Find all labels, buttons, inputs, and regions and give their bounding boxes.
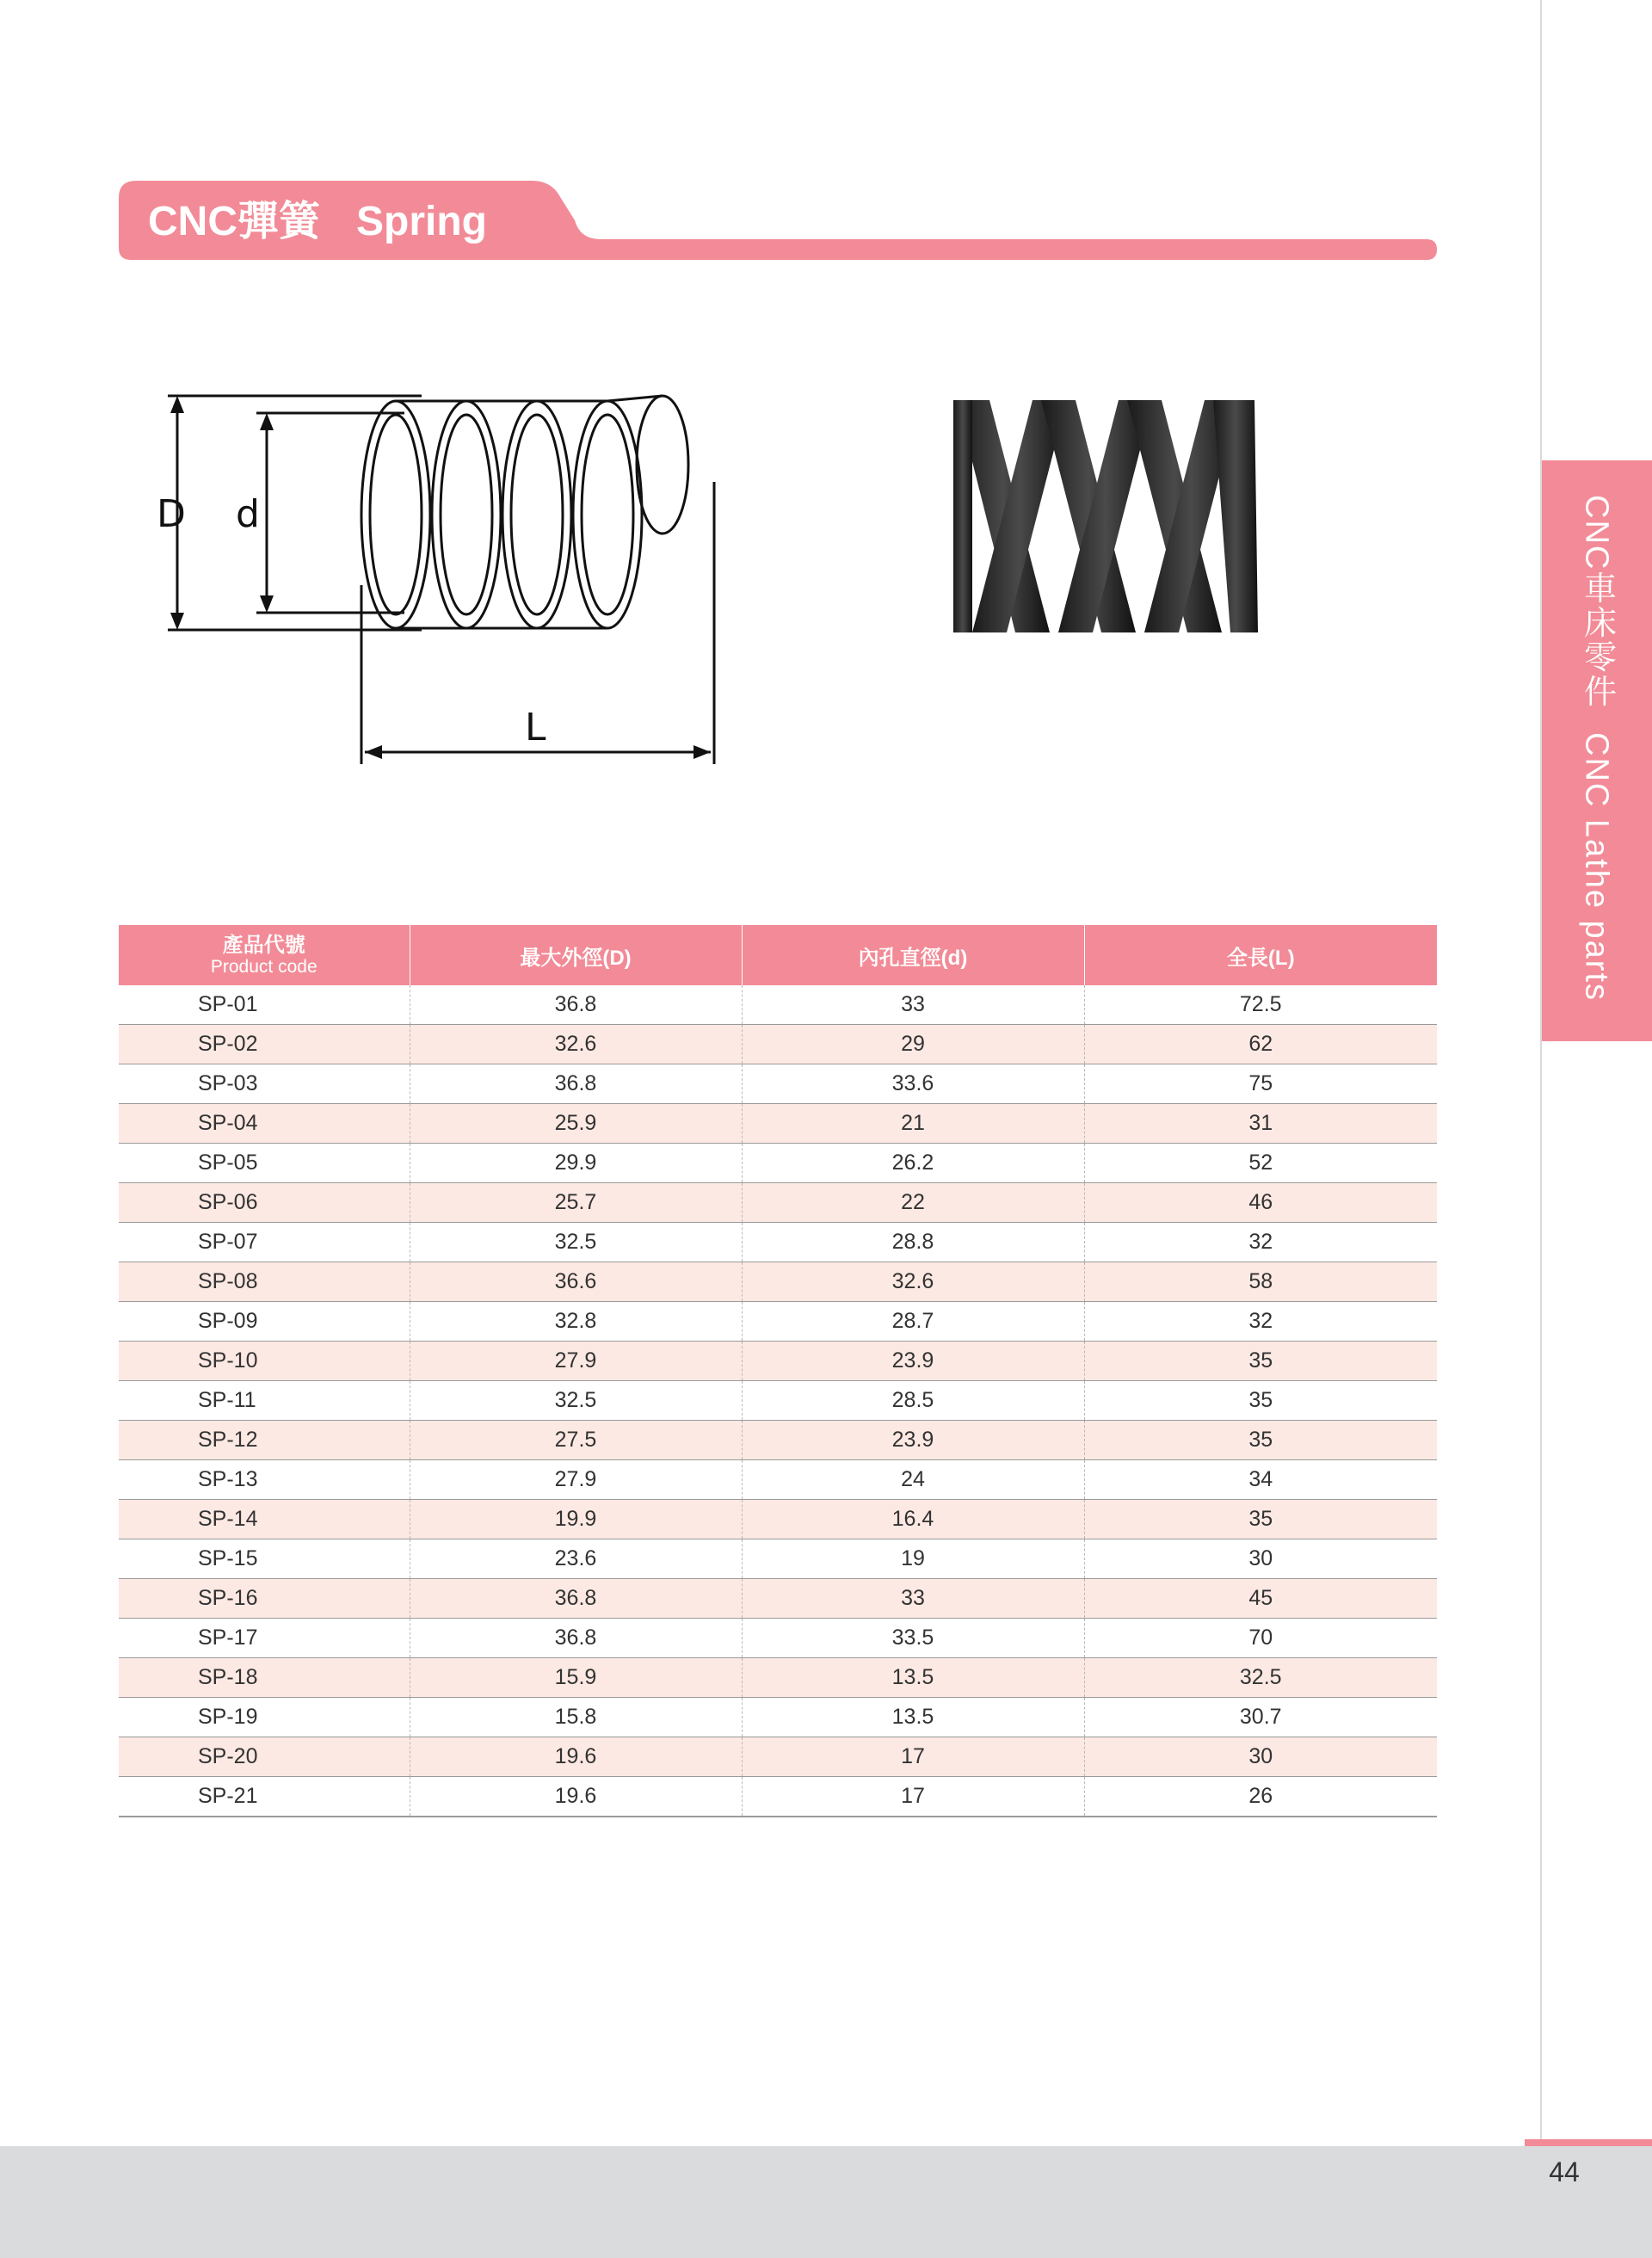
cell-inner-diameter: 32.6 bbox=[742, 1262, 1084, 1302]
cell-length: 58 bbox=[1084, 1262, 1437, 1302]
table-row bbox=[119, 1737, 1437, 1777]
cell-inner-diameter: 13.5 bbox=[742, 1698, 1084, 1737]
table-body bbox=[119, 985, 1437, 1817]
header-inner-diameter: 內孔直徑(d) bbox=[742, 925, 1084, 985]
cell-inner-diameter: 22 bbox=[742, 1183, 1084, 1223]
cell-product-code: SP-16 bbox=[119, 1579, 410, 1619]
cell-product-code: SP-14 bbox=[119, 1500, 410, 1539]
cell-inner-diameter: 33.5 bbox=[742, 1619, 1084, 1658]
table-row bbox=[119, 1064, 1437, 1104]
cell-length: 32 bbox=[1084, 1223, 1437, 1262]
page-number: 44 bbox=[1549, 2156, 1580, 2187]
cell-length: 35 bbox=[1084, 1421, 1437, 1460]
side-category-tab bbox=[1542, 460, 1652, 1041]
cell-length: 30.7 bbox=[1084, 1698, 1437, 1737]
cell-product-code: SP-07 bbox=[119, 1223, 410, 1262]
cell-outer-diameter: 19.6 bbox=[410, 1777, 742, 1817]
cell-outer-diameter: 32.6 bbox=[410, 1025, 742, 1064]
cell-product-code: SP-05 bbox=[119, 1144, 410, 1183]
spring-dimension-diagram bbox=[146, 379, 731, 774]
side-category-en: CNC Lathe parts bbox=[1578, 732, 1615, 1003]
cell-length: 35 bbox=[1084, 1500, 1437, 1539]
cell-outer-diameter: 27.9 bbox=[410, 1342, 742, 1381]
cell-outer-diameter: 32.5 bbox=[410, 1223, 742, 1262]
cell-product-code: SP-17 bbox=[119, 1619, 410, 1658]
cell-product-code: SP-12 bbox=[119, 1421, 410, 1460]
cell-product-code: SP-15 bbox=[119, 1539, 410, 1579]
page-title-en: Spring bbox=[356, 199, 487, 244]
cell-outer-diameter: 25.7 bbox=[410, 1183, 742, 1223]
cell-outer-diameter: 36.6 bbox=[410, 1262, 742, 1302]
page-title bbox=[148, 196, 487, 248]
label-inner-diameter: d bbox=[236, 492, 260, 536]
cell-length: 35 bbox=[1084, 1381, 1437, 1421]
title-banner bbox=[119, 181, 1437, 263]
cell-inner-diameter: 17 bbox=[742, 1777, 1084, 1817]
header-length: 全長(L) bbox=[1084, 925, 1437, 985]
cell-length: 35 bbox=[1084, 1342, 1437, 1381]
header-product-code-zh: 產品代號 bbox=[222, 934, 305, 957]
cell-outer-diameter: 36.8 bbox=[410, 1579, 742, 1619]
side-category-zh: CNC車床零件 bbox=[1578, 495, 1615, 709]
cell-length: 26 bbox=[1084, 1777, 1437, 1817]
cell-inner-diameter: 33 bbox=[742, 985, 1084, 1025]
cell-product-code: SP-19 bbox=[119, 1698, 410, 1737]
cell-inner-diameter: 33 bbox=[742, 1579, 1084, 1619]
cell-outer-diameter: 32.8 bbox=[410, 1302, 742, 1342]
cell-length: 31 bbox=[1084, 1104, 1437, 1144]
table-row bbox=[119, 1658, 1437, 1698]
cell-outer-diameter: 29.9 bbox=[410, 1144, 742, 1183]
cell-product-code: SP-04 bbox=[119, 1104, 410, 1144]
cell-outer-diameter: 32.5 bbox=[410, 1381, 742, 1421]
table-row bbox=[119, 1302, 1437, 1342]
right-divider bbox=[1540, 0, 1542, 2143]
cell-outer-diameter: 36.8 bbox=[410, 1064, 742, 1104]
cell-length: 30 bbox=[1084, 1737, 1437, 1777]
cell-length: 45 bbox=[1084, 1579, 1437, 1619]
cell-outer-diameter: 19.6 bbox=[410, 1737, 742, 1777]
spring-spec-table bbox=[119, 925, 1437, 1817]
table-row bbox=[119, 1183, 1437, 1223]
table-row bbox=[119, 1104, 1437, 1144]
cell-product-code: SP-09 bbox=[119, 1302, 410, 1342]
footer-accent-bar bbox=[1525, 2139, 1652, 2146]
cell-length: 52 bbox=[1084, 1144, 1437, 1183]
cell-outer-diameter: 19.9 bbox=[410, 1500, 742, 1539]
cell-inner-diameter: 21 bbox=[742, 1104, 1084, 1144]
label-outer-diameter: D bbox=[157, 492, 186, 536]
table-row bbox=[119, 1262, 1437, 1302]
table-row bbox=[119, 1579, 1437, 1619]
header-product-code-en: Product code bbox=[210, 957, 317, 977]
cell-outer-diameter: 15.8 bbox=[410, 1698, 742, 1737]
cell-inner-diameter: 33.6 bbox=[742, 1064, 1084, 1104]
table-row bbox=[119, 1500, 1437, 1539]
cell-outer-diameter: 27.9 bbox=[410, 1460, 742, 1500]
cell-product-code: SP-20 bbox=[119, 1737, 410, 1777]
cell-product-code: SP-02 bbox=[119, 1025, 410, 1064]
cell-outer-diameter: 25.9 bbox=[410, 1104, 742, 1144]
cell-outer-diameter: 23.6 bbox=[410, 1539, 742, 1579]
cell-inner-diameter: 26.2 bbox=[742, 1144, 1084, 1183]
cell-outer-diameter: 36.8 bbox=[410, 1619, 742, 1658]
cell-product-code: SP-10 bbox=[119, 1342, 410, 1381]
table-row bbox=[119, 1539, 1437, 1579]
table-row bbox=[119, 1460, 1437, 1500]
cell-inner-diameter: 28.5 bbox=[742, 1381, 1084, 1421]
cell-product-code: SP-18 bbox=[119, 1658, 410, 1698]
table-row bbox=[119, 1025, 1437, 1064]
header-outer-diameter: 最大外徑(D) bbox=[410, 925, 742, 985]
label-length: L bbox=[525, 706, 546, 750]
cell-inner-diameter: 16.4 bbox=[742, 1500, 1084, 1539]
cell-length: 46 bbox=[1084, 1183, 1437, 1223]
table-row bbox=[119, 1777, 1437, 1817]
table-header-row bbox=[119, 925, 1437, 985]
table-row bbox=[119, 1144, 1437, 1183]
cell-length: 75 bbox=[1084, 1064, 1437, 1104]
table-row bbox=[119, 985, 1437, 1025]
cell-product-code: SP-11 bbox=[119, 1381, 410, 1421]
cell-length: 62 bbox=[1084, 1025, 1437, 1064]
cell-product-code: SP-08 bbox=[119, 1262, 410, 1302]
table-row bbox=[119, 1619, 1437, 1658]
cell-product-code: SP-06 bbox=[119, 1183, 410, 1223]
cell-length: 32.5 bbox=[1084, 1658, 1437, 1698]
cell-inner-diameter: 23.9 bbox=[742, 1342, 1084, 1381]
cell-outer-diameter: 27.5 bbox=[410, 1421, 742, 1460]
cell-inner-diameter: 13.5 bbox=[742, 1658, 1084, 1698]
cell-length: 72.5 bbox=[1084, 985, 1437, 1025]
table-row bbox=[119, 1223, 1437, 1262]
cell-outer-diameter: 36.8 bbox=[410, 985, 742, 1025]
table-row bbox=[119, 1421, 1437, 1460]
page-footer bbox=[0, 2146, 1652, 2258]
cell-product-code: SP-21 bbox=[119, 1777, 410, 1817]
cell-inner-diameter: 23.9 bbox=[742, 1421, 1084, 1460]
cell-inner-diameter: 19 bbox=[742, 1539, 1084, 1579]
cell-product-code: SP-13 bbox=[119, 1460, 410, 1500]
cell-product-code: SP-03 bbox=[119, 1064, 410, 1104]
cell-inner-diameter: 17 bbox=[742, 1737, 1084, 1777]
cell-inner-diameter: 24 bbox=[742, 1460, 1084, 1500]
cell-inner-diameter: 29 bbox=[742, 1025, 1084, 1064]
cell-length: 32 bbox=[1084, 1302, 1437, 1342]
table-row bbox=[119, 1342, 1437, 1381]
cell-inner-diameter: 28.7 bbox=[742, 1302, 1084, 1342]
cell-length: 34 bbox=[1084, 1460, 1437, 1500]
cell-length: 30 bbox=[1084, 1539, 1437, 1579]
cell-inner-diameter: 28.8 bbox=[742, 1223, 1084, 1262]
side-category-label bbox=[1574, 495, 1621, 1002]
header-product-code bbox=[119, 925, 410, 985]
cell-product-code: SP-01 bbox=[119, 985, 410, 1025]
page-title-zh: CNC彈簧 bbox=[148, 199, 320, 244]
cell-outer-diameter: 15.9 bbox=[410, 1658, 742, 1698]
spring-product-image bbox=[946, 392, 1273, 641]
table-row bbox=[119, 1698, 1437, 1737]
table-row bbox=[119, 1381, 1437, 1421]
cell-length: 70 bbox=[1084, 1619, 1437, 1658]
